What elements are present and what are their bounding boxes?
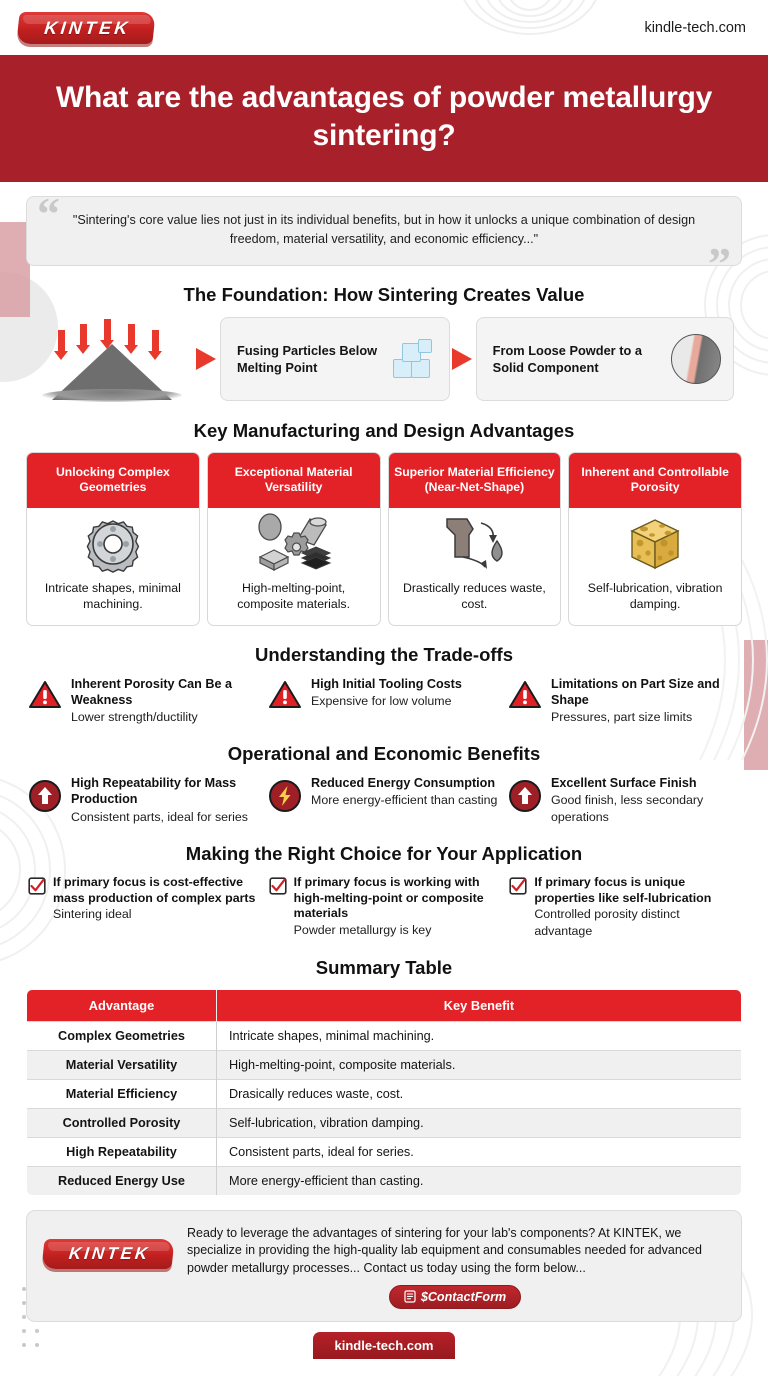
advantage-card-text: High-melting-point, composite materials. (237, 580, 350, 612)
table-header-row (27, 989, 742, 1021)
advantage-card-text: Intricate shapes, minimal machining. (44, 580, 181, 612)
benefit-text: More energy-efficient than casting (311, 793, 498, 808)
advantage-card-title: Unlocking Complex Geometries (27, 453, 199, 508)
benefits-title: Operational and Economic Benefits (227, 743, 541, 765)
quote-text: "Sintering's core value lies not just in its individual benefits, but in how it unlocks a unique combination of design freedom, material versatility, and economic efficiency..." (72, 212, 696, 247)
table-row (27, 1050, 742, 1079)
tradeoff-title: Limitations on Part Size and Shape (551, 677, 720, 708)
flow-arrow-1-icon (196, 348, 216, 370)
materials-shapes-icon (208, 508, 380, 580)
ice-cubes-icon (391, 335, 437, 383)
summary-table (26, 989, 742, 1196)
benefit-list (26, 775, 742, 824)
warning-triangle-icon (28, 680, 62, 710)
advantage-card[interactable] (26, 452, 200, 626)
checkbox-checked-icon[interactable] (28, 877, 46, 895)
warning-triangle-icon (508, 680, 542, 710)
foundation-step-2-label: From Loose Powder to a Solid Component (492, 342, 642, 375)
choice-list (26, 875, 742, 939)
tradeoff-text: Expensive for low volume (311, 694, 452, 709)
choice-title-text: If primary focus is working with high-melting-point or composite materials (293, 874, 484, 921)
checkbox-checked-icon[interactable] (269, 877, 287, 895)
choice-text: Sintering ideal (53, 907, 132, 922)
advantage-card-text: Drastically reduces waste, cost. (402, 580, 546, 612)
page-title: What are the advantages of powder metallurgy sintering? (55, 81, 713, 153)
table-cell-advantage: High Repeatability (27, 1137, 217, 1166)
cross-section-sphere-icon (671, 334, 721, 384)
bottom-url-badge[interactable]: kindle-tech.com (313, 1332, 456, 1359)
choice-title: Making the Right Choice for Your Application (185, 842, 583, 864)
contact-form-label: $ContactForm (420, 1289, 507, 1304)
warning-triangle-icon (268, 680, 302, 710)
benefit-text: Consistent parts, ideal for series (71, 809, 248, 824)
foundation-step-1-label: Fusing Particles Below Melting Point (237, 342, 378, 375)
quote-close-icon: ” (708, 237, 731, 289)
top-bar (0, 0, 768, 55)
foundation-title: The Foundation: How Sintering Creates Value (183, 283, 585, 305)
table-cell-advantage: Controlled Porosity (27, 1108, 217, 1137)
checkbox-checked-icon[interactable] (509, 877, 527, 895)
table-cell-benefit: High-melting-point, composite materials. (217, 1050, 742, 1079)
table-cell-benefit: Drasically reduces waste, cost. (217, 1079, 742, 1108)
gear-icon (27, 508, 199, 580)
advantage-card-title: Inherent and Controllable Porosity (569, 453, 741, 508)
foundation-step-2 (476, 317, 734, 401)
table-cell-benefit: Intricate shapes, minimal machining. (217, 1021, 742, 1050)
tradeoff-item (268, 676, 500, 725)
powder-pile-icon (34, 316, 194, 402)
hero-banner (0, 55, 768, 182)
choice-title-text: If primary focus is unique properties like self-lubrication (534, 874, 712, 905)
choice-item (28, 875, 259, 939)
tradeoff-text: Pressures, part size limits (551, 710, 693, 725)
choice-item (509, 875, 740, 939)
advantage-card-title: Exceptional Material Versatility (208, 453, 380, 508)
table-header-advantage: Advantage (27, 989, 217, 1021)
tradeoff-item (508, 676, 740, 725)
porous-cube-icon (569, 508, 741, 580)
table-cell-advantage: Material Versatility (27, 1050, 217, 1079)
benefit-item (28, 775, 260, 824)
advantage-card-title: Superior Material Efficiency (Near-Net-Shape) (389, 453, 561, 508)
benefit-item (508, 775, 740, 824)
benefit-title: Excellent Surface Finish (551, 776, 697, 791)
cta-logo-text: KINTEK (67, 1243, 152, 1263)
tradeoff-list (26, 676, 742, 725)
advantage-card-list (26, 452, 742, 626)
tradeoff-item (28, 676, 260, 725)
logo-text: KINTEK (43, 17, 132, 37)
arrow-up-circle-icon (28, 779, 62, 813)
table-cell-advantage: Material Efficiency (27, 1079, 217, 1108)
benefit-title: High Repeatability for Mass Production (71, 776, 237, 807)
cta-kintek-logo[interactable] (43, 1239, 173, 1269)
advantage-card[interactable] (388, 452, 562, 626)
site-url[interactable]: kindle-tech.com (644, 19, 746, 36)
tradeoff-title: High Initial Tooling Costs (311, 677, 462, 691)
choice-text: Powder metallurgy is key (293, 923, 432, 938)
lightning-bolt-circle-icon (268, 779, 302, 813)
table-row (27, 1137, 742, 1166)
foundation-flow (26, 316, 742, 402)
summary-title: Summary Table (315, 956, 453, 978)
advantage-card[interactable] (207, 452, 381, 626)
tradeoff-text: Lower strength/ductility (71, 710, 198, 725)
table-row (27, 1021, 742, 1050)
advantages-title: Key Manufacturing and Design Advantages (193, 419, 575, 441)
table-row (27, 1108, 742, 1137)
table-cell-benefit: Self-lubrication, vibration damping. (217, 1108, 742, 1137)
form-icon (404, 1290, 416, 1303)
table-cell-advantage: Complex Geometries (27, 1021, 217, 1050)
benefit-text: Good finish, less secondary operations (551, 793, 704, 824)
foundation-step-1 (220, 317, 450, 401)
pour-droplet-icon (389, 508, 561, 580)
table-cell-advantage: Reduced Energy Use (27, 1166, 217, 1195)
choice-text: Controlled porosity distinct advantage (534, 907, 680, 938)
table-row (27, 1166, 742, 1195)
benefit-title: Reduced Energy Consumption (311, 776, 496, 791)
tradeoff-title: Inherent Porosity Can Be a Weakness (71, 677, 232, 708)
table-cell-benefit: More energy-efficient than casting. (217, 1166, 742, 1195)
advantage-card[interactable] (568, 452, 742, 626)
contact-form-button[interactable] (389, 1285, 521, 1309)
benefit-item (268, 775, 500, 824)
arrow-up-circle-icon (508, 779, 542, 813)
table-row (27, 1079, 742, 1108)
quote-open-icon: “ (37, 187, 60, 239)
tradeoffs-title: Understanding the Trade-offs (255, 644, 513, 665)
cta-box (26, 1210, 742, 1322)
flow-arrow-2-icon (452, 348, 472, 370)
advantage-card-text: Self-lubrication, vibration damping. (587, 580, 723, 612)
cta-paragraph: Ready to leverage the advantages of sintering for your lab's components? At KINTEK, we specialize in providing the high-quality lab equipment and consumables needed for advanced powder metallurgy processes... Contact us today using the form below... (187, 1225, 702, 1276)
table-header-benefit: Key Benefit (217, 989, 742, 1021)
kintek-logo[interactable] (18, 12, 154, 44)
choice-title-text: If primary focus is cost-effective mass production of complex parts (53, 874, 256, 905)
quote-box (26, 187, 742, 289)
choice-item (269, 875, 500, 939)
table-cell-benefit: Consistent parts, ideal for series. (217, 1137, 742, 1166)
